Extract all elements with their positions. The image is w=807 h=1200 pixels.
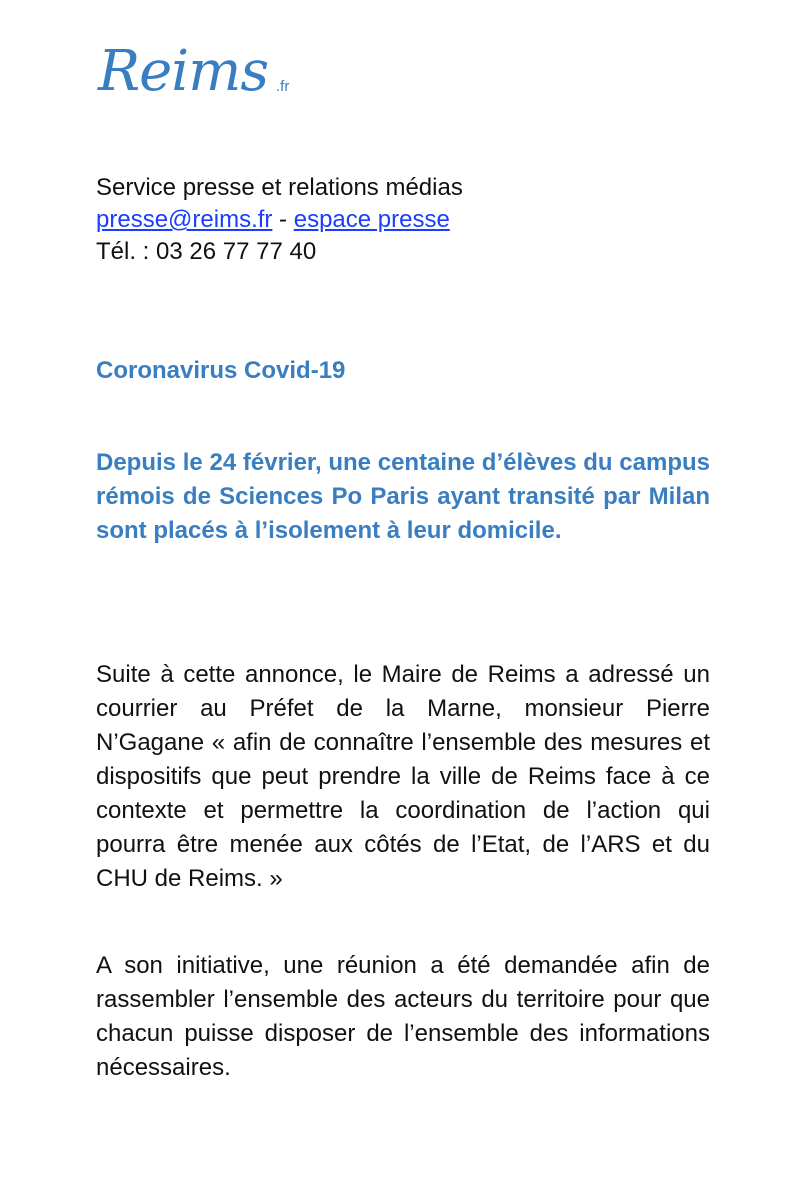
reims-logo — [98, 36, 318, 116]
press-release-headline: Depuis le 24 février, une centaine d’élèves du campus rémois de Sciences Po Paris ayant transité par Milan sont placés à l’isolement à leur domicile. — [96, 449, 710, 544]
press-email-link[interactable]: presse@reims.fr — [96, 206, 273, 233]
phone-number: Tél. : 03 26 77 77 40 — [96, 238, 317, 265]
service-name: Service presse et relations médias — [96, 174, 463, 201]
press-space-link[interactable]: espace presse — [293, 206, 450, 233]
logo-domain-suffix: .fr — [276, 78, 290, 95]
link-separator: - — [272, 206, 294, 233]
logo-wordmark: Reims — [98, 39, 269, 104]
press-contact-block — [96, 172, 716, 268]
body-paragraph-2: A son initiative, une réunion a été demandée afin de rassembler l’ensemble des acteurs du territoire pour que chacun puisse disposer de l’ensemble des informations nécessaires. — [96, 952, 710, 1081]
contact-links-line — [96, 204, 716, 236]
press-release-subject: Coronavirus Covid-19 — [96, 357, 346, 384]
body-paragraph-1: Suite à cette annonce, le Maire de Reims a adressé un courrier au Préfet de la Marne, monsieur Pierre N’Gagane « afin de connaître l’ensemble des mesures et dispositifs que peut prendre la ville de Reims face à ce contexte et permettre la coordination de l’action qui pourra être menée aux côtés de l’Etat, de l’ARS et du CHU de Reims. » — [96, 661, 710, 892]
